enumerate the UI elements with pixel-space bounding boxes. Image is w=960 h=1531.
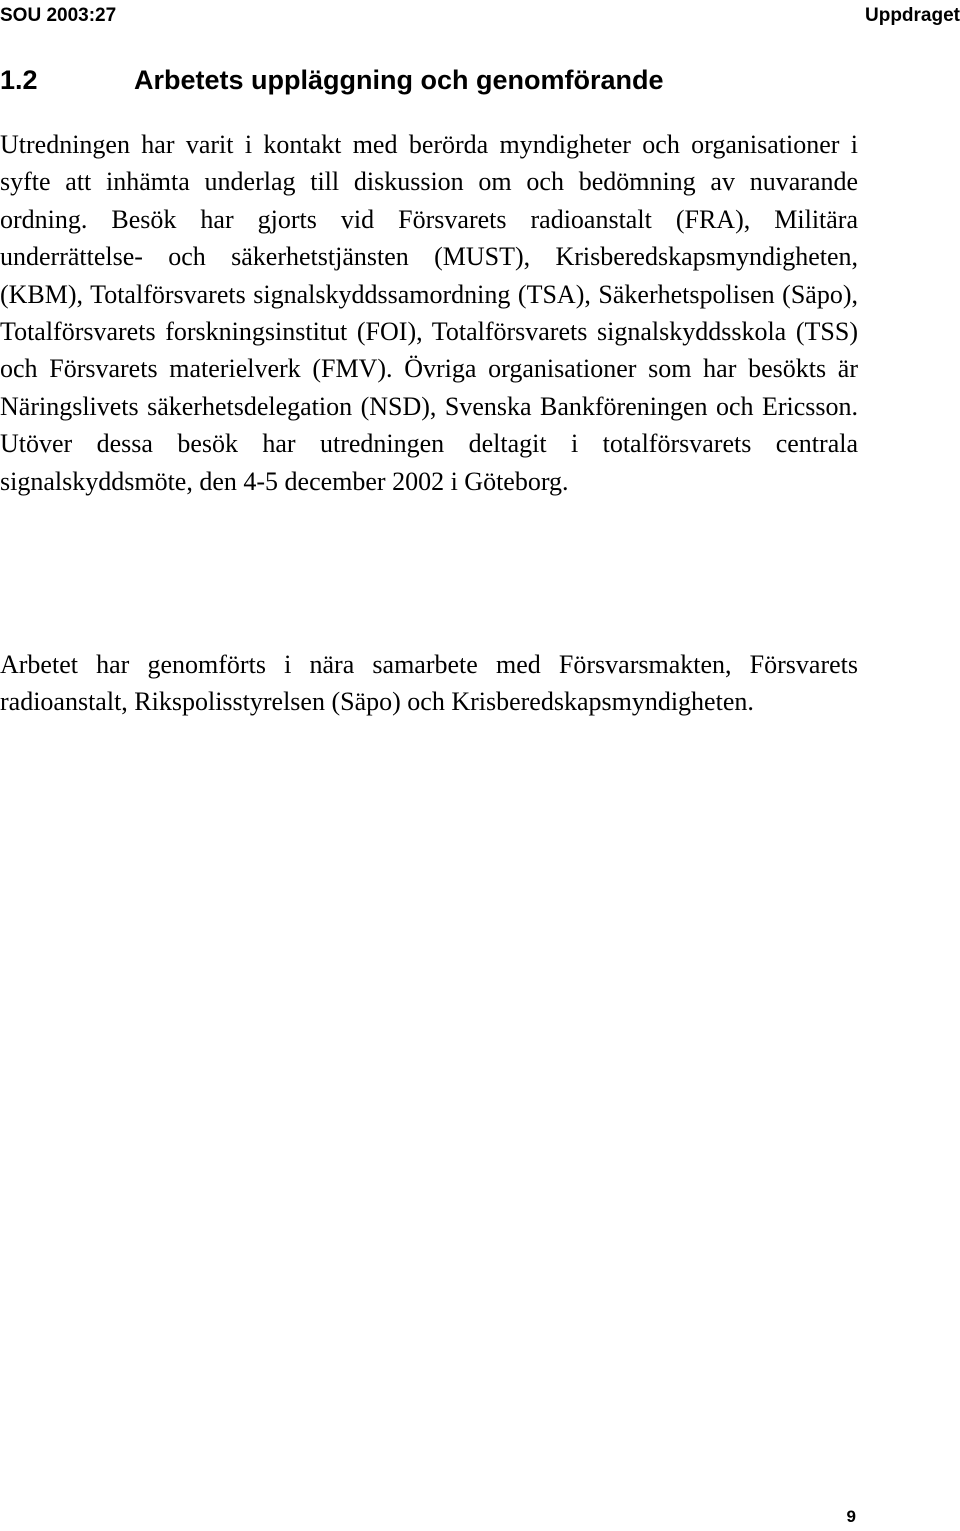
document-id: SOU 2003:27: [0, 5, 117, 26]
section-heading: [0, 60, 960, 100]
running-header: [0, 2, 960, 30]
page-number: 9: [846, 1507, 856, 1526]
section-number: 1.2: [0, 65, 38, 95]
section-title: Arbetets uppläggning och genomförande: [134, 65, 664, 95]
body-paragraph: Utredningen har varit i kontakt med berörda myndigheter och organisationer i syfte att inhämta underlag till diskussion om och bedömning av nuvarande ordning. Besök har gjorts vid Försvarets radioanstalt (FRA), Militära underrättelse- och säkerhetstjänsten (MUST), Krisberedskapsmyndigheten, (KBM), Totalförsvarets signalskyddssamordning (TSA), Säkerhetspolisen (Säpo), Totalförsvarets forskningsinstitut (FOI), Totalförsvarets signalskyddsskola (TSS) och Försvarets materielverk (FMV). Övriga organisationer som har besökts är Näringslivets säkerhetsdelegation (NSD), Svenska Bankföreningen och Ericsson. Utöver dessa besök har utredningen deltagit i totalförsvarets centrala signalskyddsmöte, den 4-5 december 2002 i Göteborg.: [0, 130, 858, 496]
body-paragraph: Arbetet har genomförts i nära samarbete med Försvarsmakten, Försvarets radioanstalt, Rikspolisstyrelsen (Säpo) och Krisberedskapsmyndigheten.: [0, 650, 858, 717]
section-name: Uppdraget: [865, 5, 960, 26]
